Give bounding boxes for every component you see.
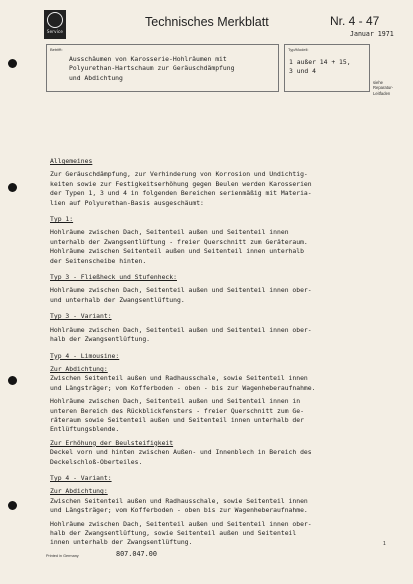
typ-modell-text — [289, 58, 351, 77]
allgemeines-paragraph — [50, 170, 372, 208]
text-line: der Seitenscheibe hinten. — [50, 256, 147, 265]
subsection-heading: Zur Erhöhung der Beulsteifigkeit — [50, 438, 174, 447]
text-line: der Typen 1, 3 und 4 in folgenden Bereichen serienmäßig mit Materia- — [50, 189, 312, 198]
typ-modell-line: 3 und 4 — [289, 67, 316, 76]
typ-modell-box — [284, 44, 370, 92]
text-line: lien auf Polyurethan-Basis ausgeschäumt: — [50, 198, 204, 207]
section-heading: Typ 3 - Variant: — [50, 312, 112, 321]
punch-hole — [8, 501, 17, 510]
punch-hole — [8, 183, 17, 192]
section-heading: Typ 1: — [50, 215, 74, 224]
text-line: Hohlräume zwischen Seitenteil außen und Seitenteil innen unterhalb — [50, 247, 304, 256]
logo-word: Service — [46, 29, 64, 34]
document-number: Nr. 4 - 47 — [330, 14, 380, 28]
typ1-paragraph — [50, 228, 372, 266]
part-code: 807.047.00 — [116, 550, 157, 558]
typ-modell-line: 1 außer 14 + 15, — [289, 58, 351, 66]
text-line: Hohlräume zwischen Dach, Seitenteil außen und Seitenteil innen ober- — [50, 286, 312, 295]
betrifft-box — [46, 44, 279, 92]
punch-hole — [8, 376, 17, 385]
text-line: halb der Zwangsentlüftung, sowie Seitenteil außen und Seitenteil — [50, 529, 297, 537]
betrifft-text — [69, 55, 234, 83]
betrifft-label: Betrifft: — [50, 47, 63, 52]
document-body — [50, 157, 372, 548]
typ4-limousine-paragraph — [50, 448, 372, 467]
text-line: und Längsträger; vom Kofferboden - oben - bis zur Wagenheberaufnahme. — [50, 383, 316, 392]
page-number: 1 — [383, 541, 386, 547]
section-heading: Typ 4 - Limousine: — [50, 351, 120, 360]
text-line: halb der Zwangsentlüftung. — [50, 335, 151, 344]
side-note-line: Leitfaden — [373, 90, 391, 96]
text-line: Hohlräume zwischen Dach, Seitenteil außen und Seitenteil innen in — [50, 397, 301, 406]
typ3-paragraph — [50, 286, 372, 305]
text-line: Zwischen Seitenteil außen und Radhausschale, sowie Seitenteil innen — [50, 496, 308, 505]
text-line: und Längsträger; vom Kofferboden - oben bis zur Wagenheberaufnahme. — [50, 506, 308, 515]
text-line: Zwischen Seitenteil außen und Radhausschale, sowie Seitenteil innen — [50, 374, 308, 383]
text-line: Hohlräume zwischen Dach, Seitenteil außen und Seitenteil innen ober- — [50, 519, 312, 528]
text-line: unteren Bereich des Rückblickfensters - freier Querschnitt zum Ge- — [50, 406, 304, 415]
side-note — [373, 80, 393, 96]
betrifft-line: Polyurethan-Hartschaum zur Geräuschdämpfung — [69, 64, 235, 73]
section-heading: Typ 4 - Variant: — [50, 473, 112, 482]
subsection-heading: Zur Abdichtung: — [50, 487, 108, 496]
vw-service-logo — [44, 10, 66, 39]
typ4-limousine-paragraph — [50, 397, 372, 435]
typ4-variant-paragraph — [50, 497, 372, 516]
text-line: Entlüftungsblende. — [50, 425, 120, 434]
punch-hole — [8, 59, 17, 68]
printed-note: Printed in Germany — [46, 554, 79, 558]
section-heading: Typ 3 - Fließheck und Stufenheck: — [50, 273, 177, 282]
typ-modell-label: Typ/Modell: — [288, 47, 309, 52]
side-note-line: Reparatur- — [373, 85, 394, 91]
betrifft-line: Ausschäumen von Karosserie-Hohlräumen mit — [69, 55, 227, 63]
text-line: innen unterhalb der Zwangsentlüftung. — [50, 538, 193, 547]
text-line: Deckel vorn und hinten zwischen Außen- und Innenblech in Bereich des — [50, 448, 312, 457]
document-title: Technisches Merkblatt — [145, 15, 269, 29]
betrifft-line: und Abdichtung — [69, 73, 123, 82]
text-line: Deckelschloß-Oberteiles. — [50, 457, 143, 466]
subsection-heading: Zur Abdichtung: — [50, 364, 108, 373]
typ3-variant-paragraph — [50, 326, 372, 345]
text-line: räteraum sowie Seitenteil außen und Seitenteil innen unterhalb der — [50, 415, 304, 424]
typ4-limousine-paragraph — [50, 374, 372, 393]
text-line: keiten sowie zur Festigkeitserhöhung gegen Beulen werden Karosserien — [50, 179, 312, 188]
text-line: Zur Geräuschdämpfung, zur Verhinderung von Korrosion und Undichtig- — [50, 170, 308, 179]
side-note-line: siehe — [373, 80, 384, 85]
text-line: unterhalb der Zwangsentlüftung - freier Querschnitt zum Geräteraum. — [50, 237, 308, 246]
text-line: Hohlräume zwischen Dach, Seitenteil außen und Seitenteil innen ober- — [50, 325, 312, 334]
text-line: und unterhalb der Zwangsentlüftung. — [50, 295, 185, 304]
typ4-variant-paragraph — [50, 520, 372, 548]
document-date: Januar 1971 — [350, 30, 394, 38]
text-line: Hohlräume zwischen Dach, Seitenteil außen und Seitenteil innen — [50, 228, 289, 237]
section-heading: Allgemeines — [50, 157, 93, 165]
vw-logo-icon — [47, 12, 63, 28]
